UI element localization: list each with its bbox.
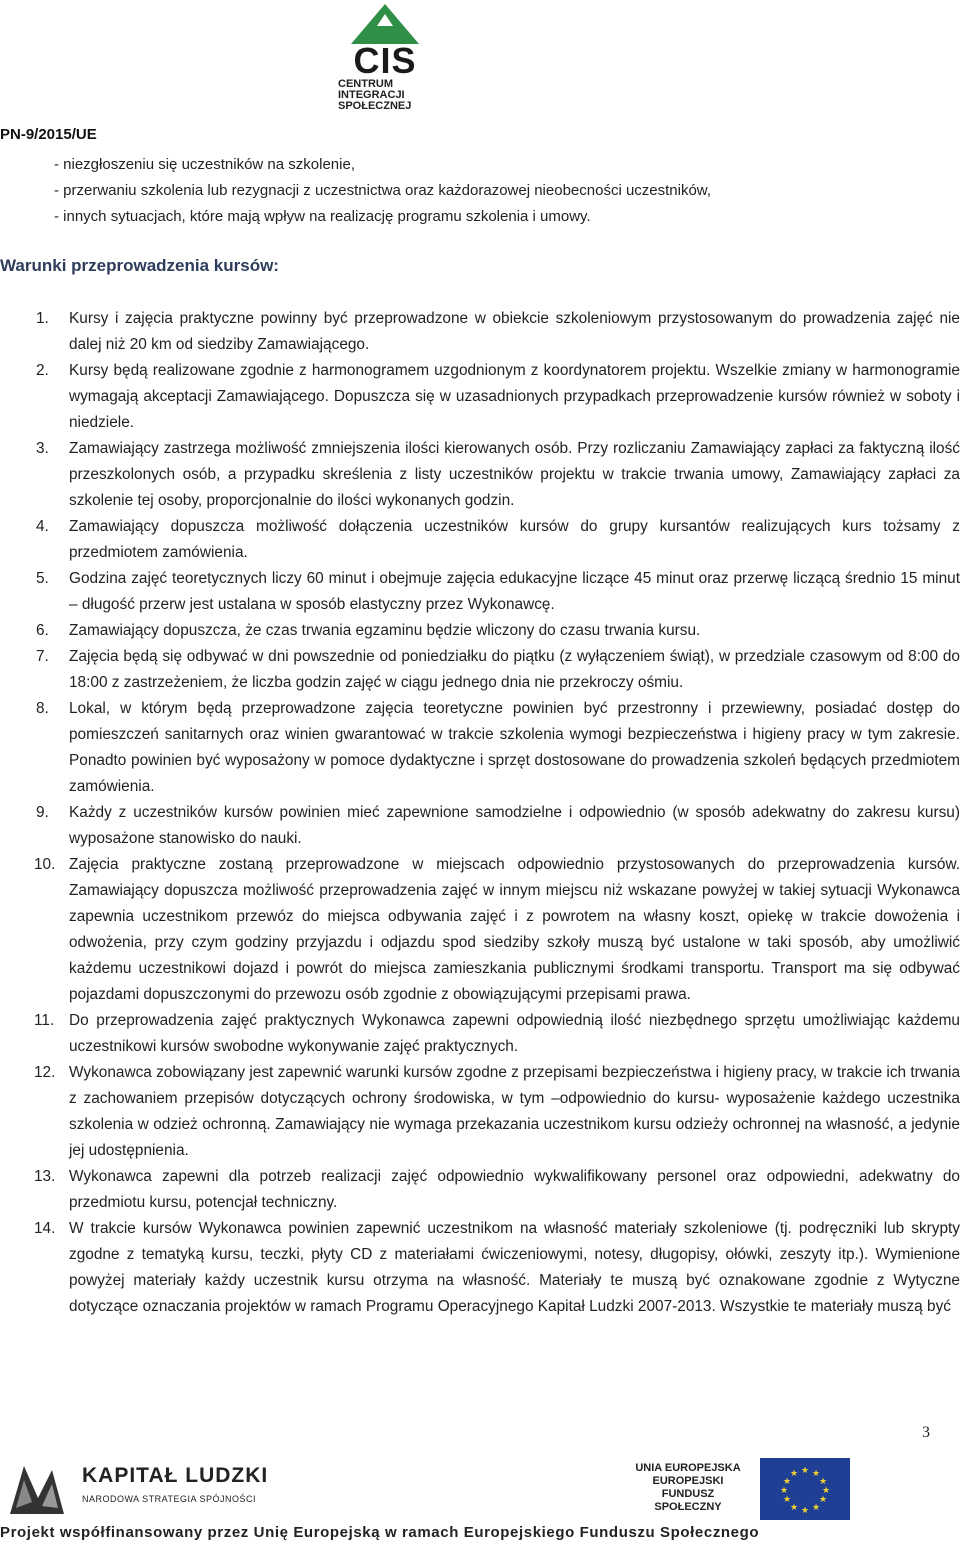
item-text: Każdy z uczestników kursów powinien mieć zapewnione samodzielne i odpowiednio (w sposób adekwatny do zakresu kursu) wyposażone stanowisko do nauki. bbox=[69, 804, 960, 847]
logo-triangle-icon bbox=[349, 4, 421, 44]
logo-sub-line-2: INTEGRACJI bbox=[338, 89, 405, 101]
eu-label bbox=[630, 1462, 746, 1514]
list-item: - niezgłoszeniu się uczestników na szkolenie, bbox=[54, 156, 355, 173]
list-item bbox=[0, 852, 960, 1008]
kapital-ludzki-emblem-icon bbox=[2, 1458, 72, 1520]
kapital-ludzki-subtitle: NARODOWA STRATEGIA SPÓJNOŚCI bbox=[82, 1494, 257, 1504]
list-item bbox=[0, 1060, 960, 1164]
list-item bbox=[0, 1008, 960, 1060]
list-item bbox=[0, 358, 960, 436]
eu-flag-icon: ★ ★ ★ ★ ★ ★ ★ ★ ★ ★ ★ ★ bbox=[760, 1458, 850, 1520]
cofinancing-note: Projekt współfinansowany przez Unię Europejską w ramach Europejskiego Funduszu Społecznego bbox=[0, 1524, 760, 1541]
conditions-list bbox=[0, 306, 960, 1320]
list-item bbox=[0, 436, 960, 514]
item-number: 13. bbox=[34, 1168, 56, 1185]
item-number: 10. bbox=[34, 856, 56, 873]
item-number: 1. bbox=[36, 310, 49, 327]
logo-sub-line-3: SPOŁECZNEJ bbox=[338, 100, 412, 112]
eu-label-line: FUNDUSZ SPOŁECZNY bbox=[654, 1488, 722, 1513]
logo-sub-line-1: CENTRUM bbox=[338, 78, 393, 90]
eu-label-line: UNIA EUROPEJSKA bbox=[635, 1462, 741, 1474]
item-number: 9. bbox=[36, 804, 49, 821]
page-number: 3 bbox=[922, 1424, 930, 1441]
item-number: 4. bbox=[36, 518, 49, 535]
list-item bbox=[0, 644, 960, 696]
item-number: 5. bbox=[36, 570, 49, 587]
eu-label-line: EUROPEJSKI bbox=[652, 1475, 724, 1487]
item-number: 2. bbox=[36, 362, 49, 379]
item-text: Zamawiający zastrzega możliwość zmniejszenia ilości kierowanych osób. Przy rozliczaniu Zamawiający zapłaci za faktyczną ilość przeszkolonych osób, a przypadku skreślenia z listy uczestników projektu w trakcie trwania umowy, Zamawiający zapłaci za szkolenie tej osoby, proporcjonalnie do ilości wykonanych godzin. bbox=[69, 440, 960, 509]
item-text: Zamawiający dopuszcza możliwość dołączenia uczestników kursów do grupy kursantów realizujących kurs tożsamy z przedmiotem zamówienia. bbox=[69, 518, 960, 561]
footer bbox=[0, 1450, 960, 1546]
document-id: PN-9/2015/UE bbox=[0, 126, 97, 143]
item-number: 14. bbox=[34, 1220, 56, 1237]
item-text: Wykonawca zobowiązany jest zapewnić warunki kursów zgodne z przepisami bezpieczeństwa i higieny pracy, w trakcie ich trwania z zachowaniem przepisów dotyczących ochrony środowiska, w tym –odpowiednio do kursu- wyposażenie każdego uczestnika szkolenia w odzież ochronną. Zamawiający nie wymaga przekazania uczestnikom kursu odzieży ochronnej na własność, a jedynie jej udostępnienia. bbox=[69, 1064, 960, 1159]
cis-logo bbox=[330, 4, 440, 112]
item-text: Zamawiający dopuszcza, że czas trwania egzaminu będzie wliczony do czasu trwania kursu. bbox=[69, 622, 701, 639]
kapital-ludzki-title: KAPITAŁ LUDZKI bbox=[82, 1464, 269, 1487]
item-text: Zajęcia będą się odbywać w dni powszednie od poniedziałku do piątku (z wyłączeniem świąt), w przedziale czasowym od 8:00 do 18:00 z zastrzeżeniem, że liczba godzin zajęć w ciągu jednego dnia nie przekroczy ośmiu. bbox=[69, 648, 960, 691]
item-text: Godzina zajęć teoretycznych liczy 60 minut i obejmuje zajęcia edukacyjne liczące 45 minut oraz przerwę liczącą średnio 15 minut – długość przerw jest ustalana w sposób elastyczny przez Wykonawcę. bbox=[69, 570, 960, 613]
item-text: Kursy będą realizowane zgodnie z harmonogramem uzgodnionym z koordynatorem projektu. Wszelkie zmiany w harmonogramie wymagają akceptacji Zamawiającego. Dopuszcza się w uzasadnionych przypadkach przeprowadzenie kursów również w soboty i niedziele. bbox=[69, 362, 960, 431]
item-number: 8. bbox=[36, 700, 49, 717]
item-number: 6. bbox=[36, 622, 49, 639]
item-text: Do przeprowadzenia zajęć praktycznych Wykonawca zapewni odpowiednią ilość niezbędnego sprzętu umożliwiając każdemu uczestnikowi kursów swobodne wykonywanie zajęć praktycznych. bbox=[69, 1012, 960, 1055]
list-item bbox=[0, 618, 960, 644]
list-item bbox=[0, 306, 960, 358]
list-item bbox=[0, 1164, 960, 1216]
list-item bbox=[0, 566, 960, 618]
item-number: 3. bbox=[36, 440, 49, 457]
list-item: - innych sytuacjach, które mają wpływ na realizację programu szkolenia i umowy. bbox=[54, 208, 591, 225]
dash-list bbox=[54, 152, 954, 230]
item-number: 12. bbox=[34, 1064, 56, 1081]
list-item bbox=[0, 514, 960, 566]
item-text: Lokal, w którym będą przeprowadzone zajęcia teoretyczne powinien być przestronny i przewiewny, posiadać dostęp do pomieszczeń sanitarnych oraz winien gwarantować w trakcie szkolenia wymogi bezpieczeństwa i higieny pracy w tym zakresie. Ponadto powinien być wyposażony w pomoce dydaktyczne i sprzęt dostosowane do prowadzenia szkoleń będących przedmiotem zamówienia. bbox=[69, 700, 960, 795]
item-text: Wykonawca zapewni dla potrzeb realizacji zajęć odpowiednio wykwalifikowany personel oraz odpowiedni, adekwatny do przedmiotu kursu, potencjał techniczny. bbox=[69, 1168, 960, 1211]
item-text: Kursy i zajęcia praktyczne powinny być przeprowadzone w obiekcie szkoleniowym przystosowanym do prowadzenia zajęć nie dalej niż 20 km od siedziby Zamawiającego. bbox=[69, 310, 960, 353]
section-title: Warunki przeprowadzenia kursów: bbox=[0, 256, 279, 275]
list-item: - przerwaniu szkolenia lub rezygnacji z uczestnictwa oraz każdorazowej nieobecności uczestników, bbox=[54, 182, 711, 199]
item-text: W trakcie kursów Wykonawca powinien zapewnić uczestnikom na własność materiały szkoleniowe (tj. podręczniki lub skrypty zgodne z tematyką kursu, teczki, płyty CD z materiałami ćwiczeniowymi, notesy, długopisy, ołówki, zeszyty itp.). Wymienione powyżej materiały każdy uczestnik kursu otrzyma na własność. Materiały te muszą być oznakowane zgodnie z Wytyczne dotyczące oznaczania projektów w ramach Programu Operacyjnego Kapitał Ludzki 2007-2013. Wszystkie te materiały muszą być bbox=[69, 1220, 960, 1315]
logo-text: CIS bbox=[353, 40, 417, 81]
list-item bbox=[0, 800, 960, 852]
item-number: 11. bbox=[34, 1012, 55, 1029]
list-item bbox=[0, 1216, 960, 1320]
list-item bbox=[0, 696, 960, 800]
item-text: Zajęcia praktyczne zostaną przeprowadzone w miejscach odpowiednio przystosowanych do przeprowadzenia kursów. Zamawiający dopuszcza możliwość przeprowadzenia zajęć w innym miejscu niż wskazane powyżej w takiej sytuacji Wykonawca zapewnia uczestnikom przewóz do miejsca odbywania zajęć i z powrotem na własny koszt, opiekę w trakcie dowożenia i odwożenia, przy czym godziny przyjazdu i odjazdu spod siedziby szkoły muszą być ustalone w taki sposób, aby umożliwić każdemu uczestnikowi dojazd i powrót do miejsca zamieszkania publicznymi środkami transportu. Transport ma się odbywać pojazdami dopuszczonymi do przewozu osób zgodnie z obowiązującymi przepisami prawa. bbox=[69, 856, 960, 1003]
item-number: 7. bbox=[36, 648, 49, 665]
